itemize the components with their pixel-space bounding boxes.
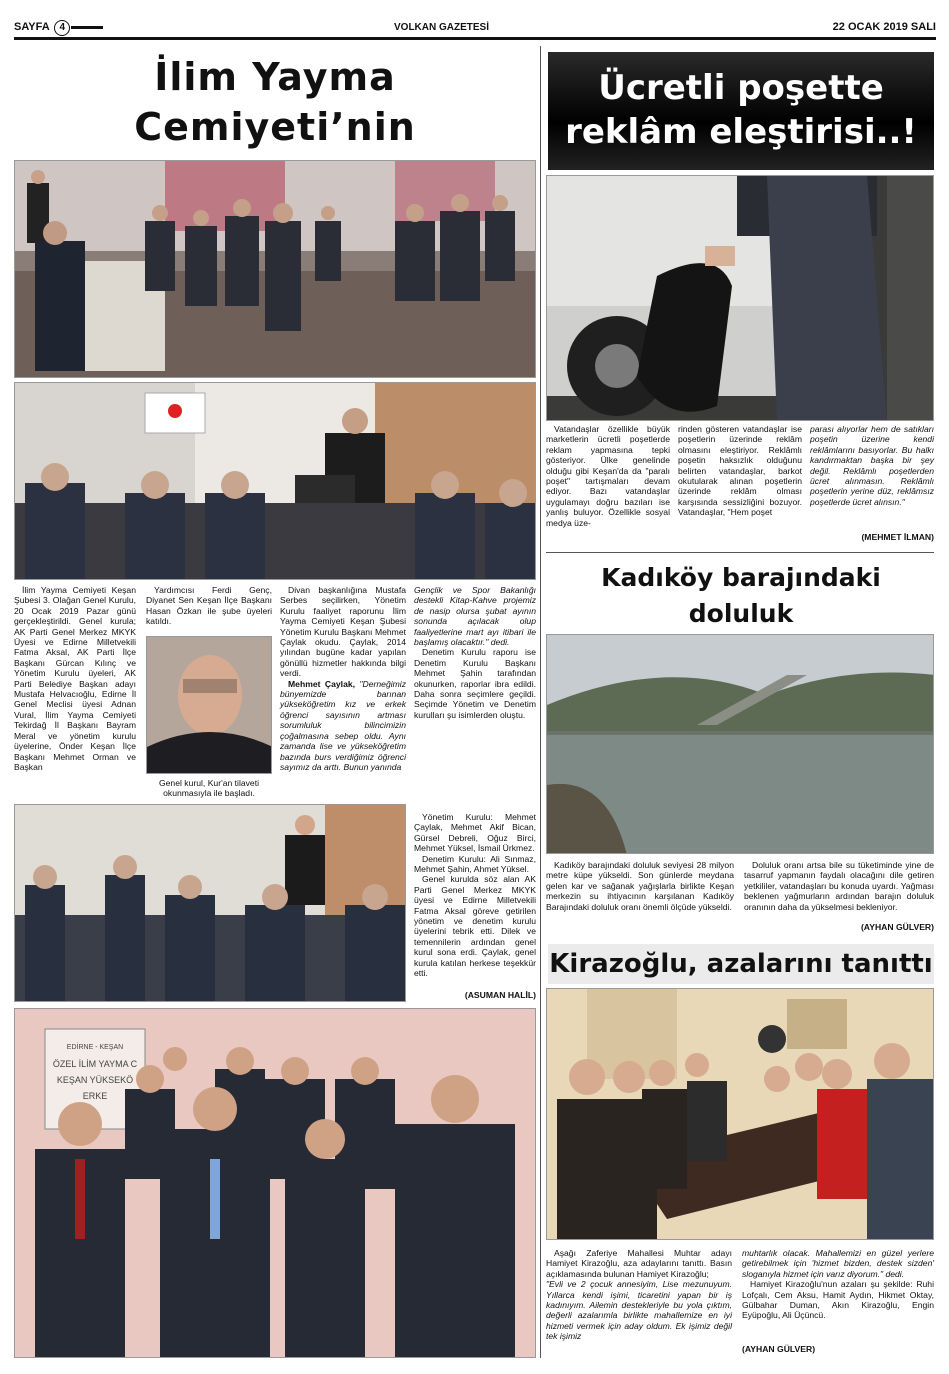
article2-headline: Ücretli poşette reklâm eleştirisi..!	[565, 68, 917, 152]
plastic-bag-photo	[546, 175, 934, 421]
article2-byline: (MEHMET İLMAN)	[861, 532, 934, 542]
meeting-hall-photo	[14, 160, 536, 378]
article3-byline: (AYHAN GÜLVER)	[860, 922, 934, 932]
page-label: SAYFA 4	[14, 20, 103, 36]
paper-name: VOLKAN GAZETESİ	[394, 22, 490, 33]
sign-line3: KEŞAN YÜKSEKÖ	[56, 1075, 134, 1085]
article1-col4: Gençlik ve Spor Bakanlığı destekli Kitap-Kahve projemiz de nasip olursa şubat ayının sonunda açılacak olup faaliyetlerine mart ayı itibari ile başlamış olacaktır." dedi. Denetim Kurulu raporu ise Denetim Kurulu Başkanı Mehmet Şahin tarafından okunurken, raporlar ibra edildi. Daha sonra seçimlere geçildi. Seçimde Yönetim ve Denetim kurulları şu isimlerden oluştu.	[414, 585, 536, 720]
dam-reservoir-photo	[546, 634, 934, 854]
article3-headline: Kadıköy barajındaki doluluk	[601, 563, 881, 628]
article1-headline: İlim Yayma Cemiyeti’nin	[134, 55, 416, 149]
article4-headline: Kirazoğlu, azalarını tanıttı	[548, 944, 934, 984]
article1-byline: (ASUMAN HALİL)	[464, 990, 536, 1000]
article1-col2: Yardımcısı Ferdi Genç, Diyanet Sen Keşan İlçe Başkanı Hasan Özkan ile şube üyeleri katıldı.	[146, 585, 272, 627]
article1-col1: İlim Yayma Cemiyeti Keşan Şubesi 3. Olağan Genel Kurulu, 20 Ocak 2019 Pazar günü gerçekleştirildi. Genel kurula; AK Parti Genel Merkez MKYK Üyesi ve Edirne Milletvekili Fatma Aksal, AK Parti İlçe Başkanı Gürcan Kılınç ve Yönetim Kurulu üyeleri, AK Parti Belediye Başkan adayı Mustafa Helvacıoğlu, Edirne İl Genel Meclisi üyesi Adnan Vural, İlim Yayma Cemiyeti Tekirdağ İl Başkanı Bayram Meral ve yönetim kurulu üyelerine, Önder Keşan İlçe Başkanı Mehmet Orman ve Başkan	[14, 585, 136, 772]
article2-col3: parası alıyorlar hem de satıkları poşetin üzerine kendi reklâmlarını basıyorlar. Bu halkı kandırmaktan başka bir şey değil. Reklâmlı poşetlerden ücret alınmasın. Reklâmlı poşetlerin yerine düz, reklâmsız poşetlerde ücret alınsın."	[810, 424, 934, 507]
article4-col2: muhtarlık olacak. Mahallemizi en güzel yerlere getirebilmek için 'hizmet bizden, destek sizden' sloganıyla hizmet için varız diyorum." dedi. Hamiyet Kirazoğlu'nun azaları şu şekilde: Ruhi Lofçalı, Cem Aksu, Hamit Aydın, Hikmet Oktay, Gülbahar Duman, Akın Kirazoğlu, Engin Eyüpoğlu, Ali Üçüncü.	[742, 1248, 934, 1321]
article2-col1: Vatandaşlar özellikle büyük marketlerin ücretli poşetlerde reklam yapmasına tepki gösteriyor. Ülke genelinde olduğu gibi Keşan'da da "paralı poşet" tartışmaları devam ediyor. Bazı vatandaşlar uygulamayı doğru bazıları ise yanlış buluyor. Özellikle sosyal medya üze-	[546, 424, 670, 528]
article4-col1: Aşağı Zaferiye Mahallesi Muhtar adayı Hamiyet Kirazoğlu, aza adaylarını tanıttı. Basın açıklamasında bulunan Hamiyet Kirazoğlu; "Evli ve 2 çocuk annesiyim, Lise mezunuyum. Yıllarca kendi işimi, ticaretini yapan bir iş kadınıyım. Ailemin destekleriyle bu yola çıktım, değerli azalarımla birlikte mahallemize en iyi hizmeti vermek için aday oldum. Ek işimiz değil tek işimiz	[546, 1248, 732, 1342]
page-number: 4	[54, 20, 70, 36]
article1-col3: Divan başkanlığına Mustafa Serbes seçilirken, Yönetim Kurulu faaliyet raporunu İlim Yayma Cemiyeti Keşan Şubesi Yönetim Kurulu Başkanı Mehmet Çaylak okudu. Çaylak, 2014 yılından bugüne kadar yapılan gönüllü hizmetler hakkında bilgi verdi. Mehmet Çaylak, "Derneğimiz bünyemizde barınan yükseköğretim kız ve erkek öğrenci sayısının artması sorumluluk bilincimizin çoğalmasına sebep oldu. Aynı zamanda lise ve yükseköğretim bazında burs verdiğimiz öğrenci sayımız da arttı. Bunun yanında	[280, 585, 406, 772]
article2-headline-box	[548, 52, 934, 170]
inset-portrait-photo	[146, 636, 272, 774]
woman-speaker-photo	[14, 804, 406, 1002]
candidates-table-photo	[546, 988, 934, 1240]
sign-line1: EDİRNE - KEŞAN	[66, 1044, 124, 1051]
inset-portrait-caption: Genel kurul, Kur'an tilaveti okunmasıyla ile başladı.	[158, 778, 260, 799]
speaker-podium-photo	[14, 382, 536, 580]
article3-col1: Kadıköy barajındaki doluluk seviyesi 28 milyon metre küpe yükseldi. Son günlerde meydana gelen kar ve sağanak yağışlarla birlikte Keşan merkezin su ihtiyacının karşılanan Kadıköy Barajındaki doluluk oranı önemli ölçüde yükseldi.	[546, 860, 734, 912]
page-header	[14, 18, 936, 40]
sign-line4: ERKE	[82, 1091, 108, 1101]
article4-byline: (AYHAN GÜLVER)	[742, 1344, 816, 1354]
group-photo	[14, 1008, 536, 1358]
article1-col4-cont: Yönetim Kurulu: Mehmet Çaylak, Mehmet Akif Bican, Gürsel Debreli, Oğuz Birci, Mehmet Yüksel, İsmail Ürkmez. Denetim Kurulu: Ali Sınmaz, Mehmet Şahin, Ahmet Yüksel. Genel kurulda söz alan AK Parti Genel Merkez MKYK üyesi ve Edirne Milletvekili Fatma Aksal göreve getirilen yönetim ve denetim kurulu üyelerini tebrik etti. Dilek ve temennilerin ardından genel kurul sona erdi. Çaylak, genel kurula katılan herkese teşekkür etti.	[414, 812, 536, 979]
article3-col2: Doluluk oranı artsa bile su tüketiminde yine de tasarruf yapmanın faydalı olacağını dile getiren yetkililer, vatandaşları bu konuda uyardı. Yağması beklenen yağmurların ardından barajın doluluk oranının daha da yükselmesi bekleniyor.	[744, 860, 934, 912]
column-divider	[540, 46, 541, 1358]
sign-line2: ÖZEL İLİM YAYMA C	[52, 1059, 138, 1069]
article2-col2: rinden gösteren vatandaşlar ise poşetlerin üzerinde reklâm olmasını eleştiriyor. Reklâmlı poşetin haksızlık olduğunu belirten vatandaşlar, barkot okutularak alınan poşetlerin üzerinde reklâm olması karşısında sessizliğini bozuyor. Vatandaşlar, "Hem poşet	[678, 424, 802, 518]
section-divider	[546, 552, 934, 553]
issue-date: 22 OCAK 2019 SALI	[832, 21, 936, 33]
